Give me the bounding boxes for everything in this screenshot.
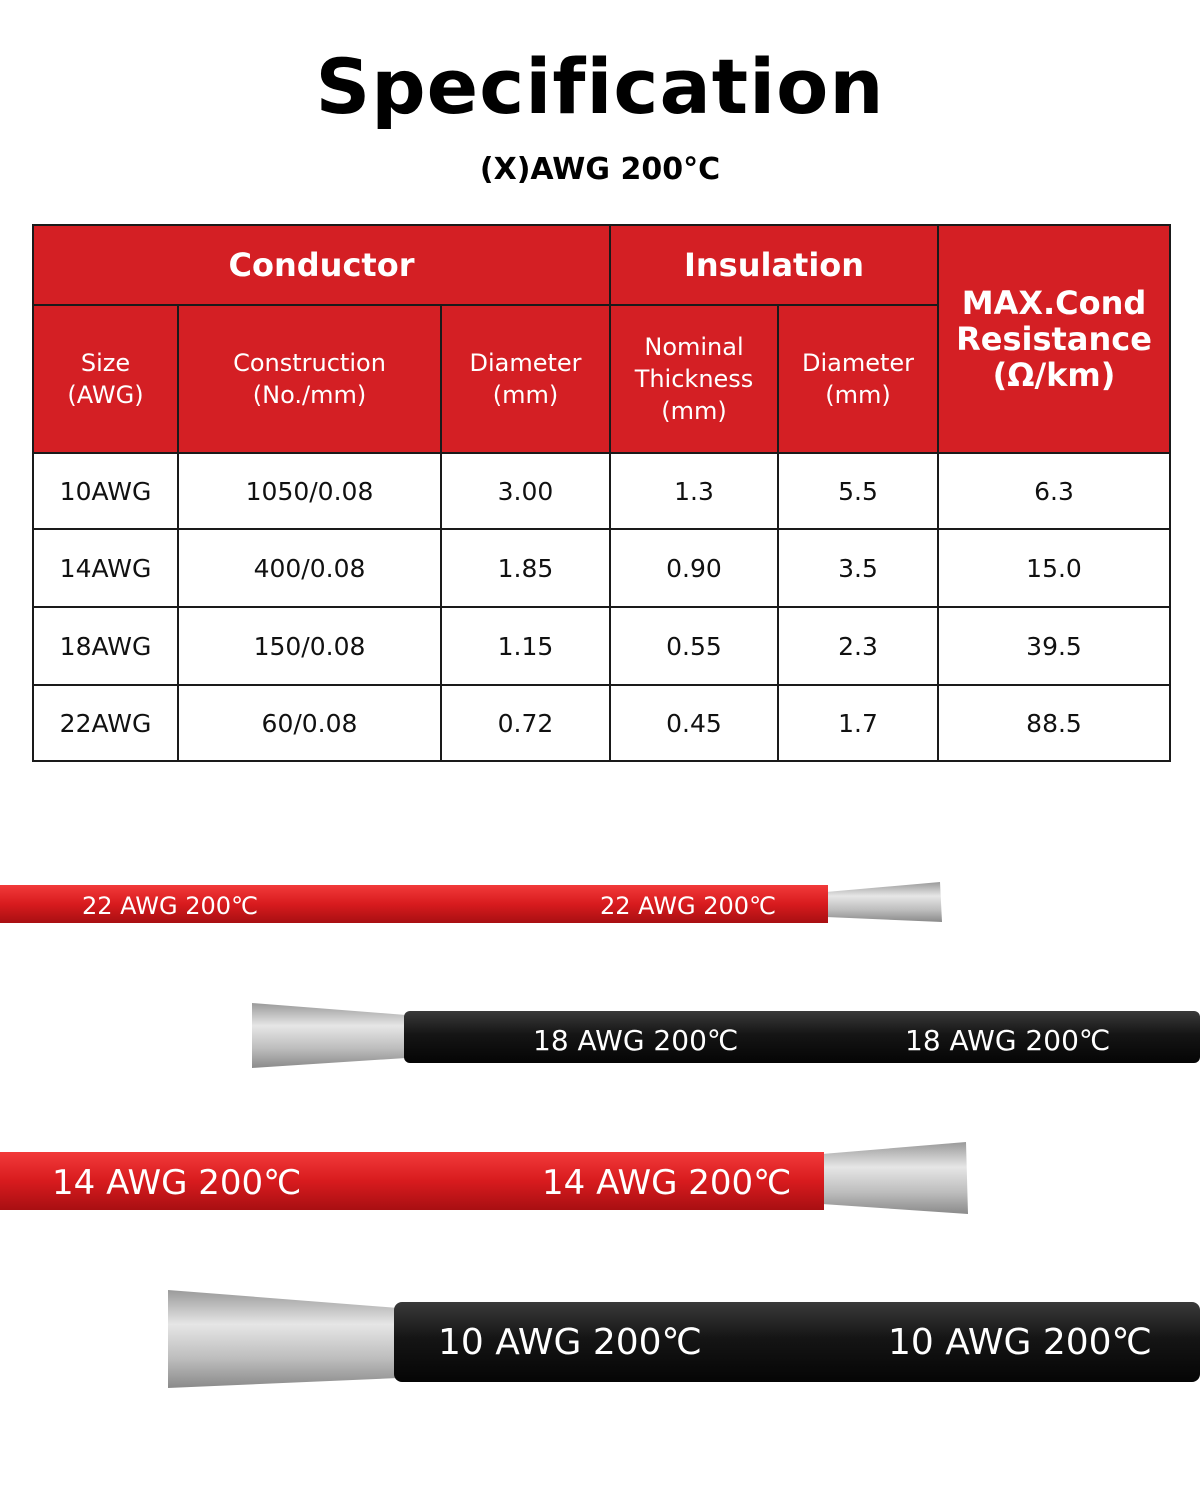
max-resistance-cell: 88.5 [938,685,1170,761]
strand-bundle [252,1003,406,1068]
max-resistance-cell: 6.3 [938,453,1170,529]
max-resistance-line-2: Resistance [956,320,1152,358]
construction-cell: 1050/0.08 [178,453,441,529]
max-resistance-cell: 15.0 [938,529,1170,607]
max-resistance-header [938,225,1170,453]
conductor-diameter-cell: 3.00 [441,453,610,529]
construction-header [178,305,441,453]
size-cell: 14AWG [33,529,178,607]
nominal-thickness-header-line-3: (mm) [661,397,727,425]
insulation-diameter-header [778,305,938,453]
wire-print-2: 14 AWG 200℃ [542,1163,792,1203]
wire-14awg [0,1142,968,1214]
wire-22awg [0,882,942,923]
specification-table [32,224,1171,762]
wire-print-2: 10 AWG 200℃ [888,1322,1152,1363]
nominal-thickness-header-line-2: Thickness [634,365,754,393]
table-row [33,453,1170,529]
conductor-diameter-cell: 0.72 [441,685,610,761]
wire-print-2: 18 AWG 200℃ [905,1024,1111,1057]
conductor-diameter-header-line-2: (mm) [492,381,559,409]
insulation-diameter-cell: 3.5 [778,529,938,607]
nominal-thickness-header-line-1: Nominal [644,333,744,361]
table-row [33,607,1170,685]
max-resistance-cell: 39.5 [938,607,1170,685]
construction-header-line-1: Construction [233,349,386,377]
size-cell: 22AWG [33,685,178,761]
construction-cell: 150/0.08 [178,607,441,685]
wire-illustration [0,800,1200,1500]
wire-print-1: 22 AWG 200℃ [82,892,258,920]
wire-print-2: 22 AWG 200℃ [600,892,776,920]
size-header-line-1: Size [80,349,131,377]
conductor-group-header: Conductor [33,225,610,305]
insulation-diameter-cell: 1.7 [778,685,938,761]
nominal-thickness-cell: 1.3 [610,453,778,529]
wire-18awg [252,1003,1200,1068]
page-subtitle: (X)AWG 200°C [479,152,721,187]
wire-print-1: 18 AWG 200℃ [533,1024,739,1057]
nominal-thickness-header [610,305,778,453]
conductor-diameter-cell: 1.85 [441,529,610,607]
insulation-diameter-cell: 5.5 [778,453,938,529]
size-cell: 10AWG [33,453,178,529]
insulation-diameter-header-line-1: Diameter [801,349,915,377]
strand-bundle [822,1142,968,1214]
size-cell: 18AWG [33,607,178,685]
nominal-thickness-cell: 0.90 [610,529,778,607]
table-row [33,685,1170,761]
conductor-diameter-header-line-1: Diameter [469,349,582,377]
wire-print-1: 14 AWG 200℃ [52,1163,302,1203]
conductor-diameter-cell: 1.15 [441,607,610,685]
insulation-diameter-header-line-2: (mm) [825,381,891,409]
table-row [33,529,1170,607]
strand-bundle [168,1290,398,1388]
construction-cell: 400/0.08 [178,529,441,607]
insulation-diameter-cell: 2.3 [778,607,938,685]
nominal-thickness-cell: 0.45 [610,685,778,761]
size-header-line-2: (AWG) [67,381,144,409]
nominal-thickness-cell: 0.55 [610,607,778,685]
max-resistance-line-3: (Ω/km) [992,356,1116,394]
size-header [33,305,178,453]
conductor-diameter-header [441,305,610,453]
wire-10awg [168,1290,1200,1388]
wire-print-1: 10 AWG 200℃ [438,1322,702,1363]
page-title: Specification [315,42,885,131]
construction-cell: 60/0.08 [178,685,441,761]
max-resistance-line-1: MAX.Cond [961,284,1147,322]
insulation-group-header: Insulation [610,225,938,305]
strand-bundle [826,882,942,922]
construction-header-line-2: (No./mm) [252,381,367,409]
